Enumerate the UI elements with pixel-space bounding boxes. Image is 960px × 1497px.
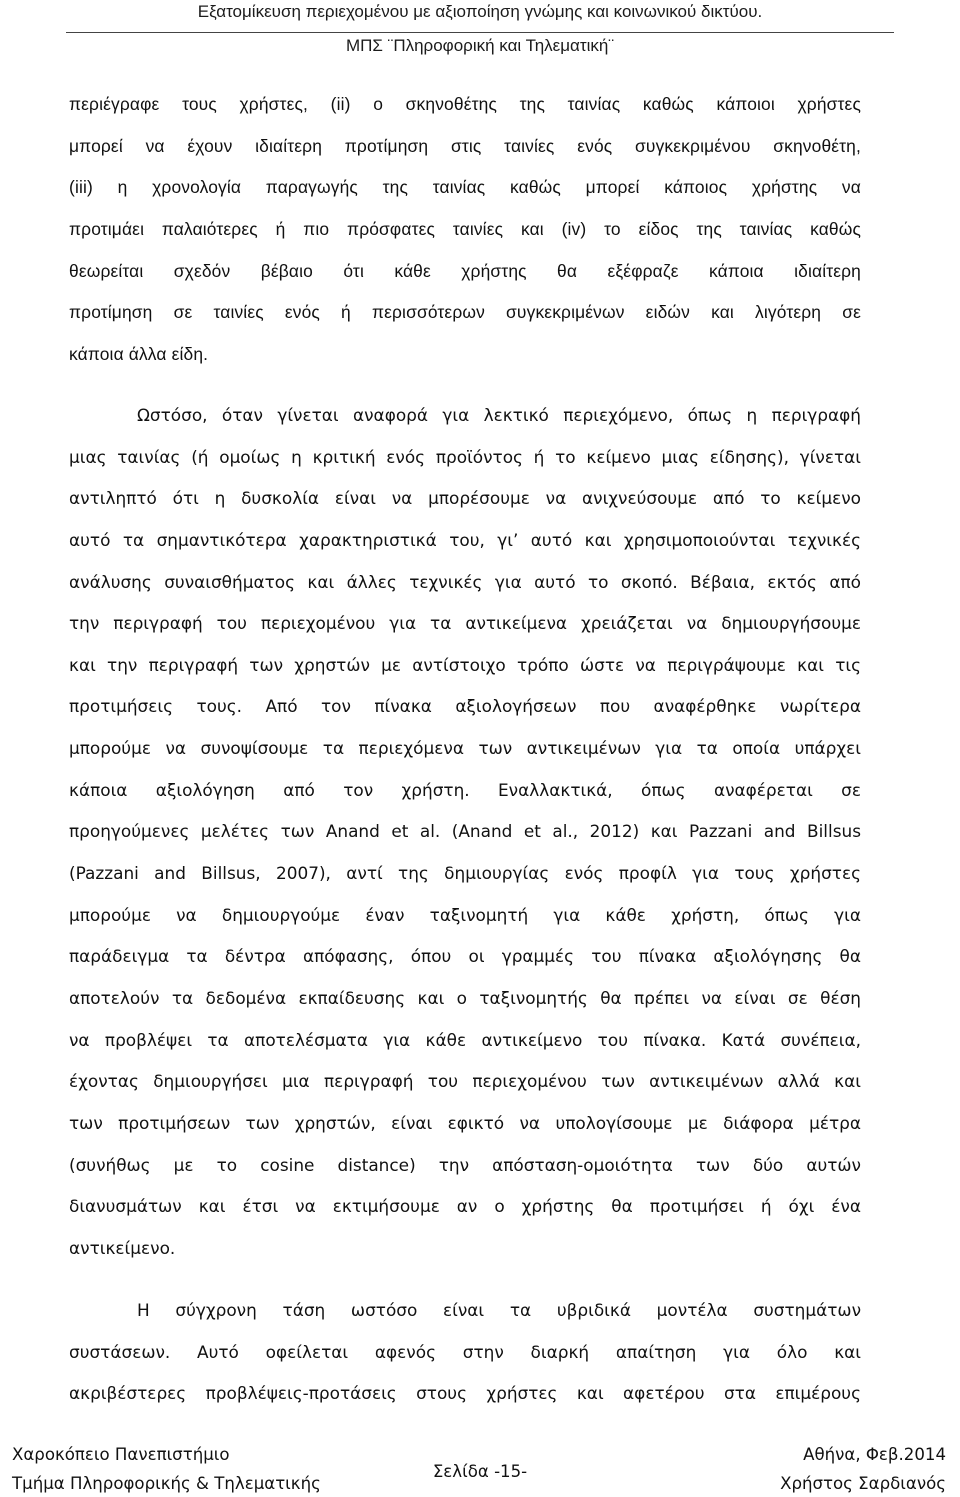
paragraph-line: προτίμηση σε ταινίες ενός ή περισσότερων συγκεκριμένων ειδών και λιγότερη σε [69, 302, 861, 323]
paragraph-line: αποτελούν τα δεδομένα εκπαίδευσης και ο ταξινομητής θα πρέπει να είναι σε θέση [69, 987, 861, 1008]
paragraph-line: παράδειγμα τα δέντρα απόφασης, όπου οι γραμμές του πίνακα αξιολόγησης θα [69, 946, 861, 967]
header-program: ΜΠΣ ¨Πληροφορική και Τηλεματική¨ [345, 36, 614, 55]
header-rule [66, 32, 894, 33]
paragraph-line: αντιληπτό ότι η δυσκολία είναι να μπορέσουμε να ανιχνεύσουμε από το κείμενο [69, 488, 861, 509]
paragraph-line: κάποια άλλα είδη. [69, 343, 209, 364]
footer-place-date: Αθήνα, Φεβ.2014 [803, 1445, 946, 1464]
paragraph-line: ανάλυσης συναισθήματος και άλλες τεχνικές για αυτό το σκοπό. Βέβαια, εκτός από [69, 571, 861, 592]
paragraph-line: αυτό τα σημαντικότερα χαρακτηριστικά του, γι’ αυτό και χρησιμοποιούνται τεχνικές [69, 529, 861, 550]
paragraph-line: μπορούμε να συνοψίσουμε τα περιεχόμενα των αντικειμένων για τα οποία υπάρχει [69, 738, 861, 759]
footer-page-number: Σελίδα -15- [432, 1462, 528, 1481]
paragraph-line: προτιμάει παλαιότερες ή πιο πρόσφατες ταινίες και (iv) το είδος της ταινίας καθώς [69, 218, 861, 239]
paragraph-line: (Pazzani and Billsus, 2007), αντί της δημιουργίας ενός προφίλ για τους χρήστες [69, 863, 861, 884]
paragraph-line: προηγούμενες μελέτες των Anand et al. (Anand et al., 2012) και Pazzani and Billsus [69, 821, 861, 842]
paragraph-line: να προβλέψει τα αποτελέσματα για κάθε αντικείμενο του πίνακα. Κατά συνέπεια, [69, 1029, 861, 1050]
paragraph-3 [69, 1290, 861, 1415]
paragraph-line: ακριβέστερες προβλέψεις-προτάσεις στους χρήστες και αφετέρου στα επιμέρους [69, 1383, 861, 1404]
paragraph-line: και την περιγραφή των χρηστών με αντίστοιχο τρόπο ώστε να περιγράψουμε και τις [69, 654, 861, 675]
paragraph-line: περιέγραφε τους χρήστες, (ii) ο σκηνοθέτης της ταινίας καθώς κάποιοι χρήστες [69, 94, 861, 114]
paragraph-line: την περιγραφή του περιεχομένου για τα αντικείμενα χρειάζεται να δημιουργήσουμε [69, 613, 861, 634]
footer-department: Τμήμα Πληροφορικής & Τηλεματικής [12, 1474, 321, 1493]
paragraph-line: μπορούμε να δημιουργούμε έναν ταξινομητή για κάθε χρήστη, όπως για [69, 904, 861, 925]
paragraph-line: (συνήθως με το cosine distance) την απόσταση-ομοιότητα των δύο αυτών [69, 1154, 861, 1175]
paragraph-line: (iii) η χρονολογία παραγωγής της ταινίας καθώς μπορεί κάποιος χρήστης να [69, 177, 861, 198]
paragraph-line: μπορεί να έχουν ιδιαίτερη προτίμηση στις ταινίες ενός συγκεκριμένου σκηνοθέτη, [69, 135, 861, 156]
paragraph-line: Ωστόσο, όταν γίνεται αναφορά για λεκτικό περιεχόμενο, όπως η περιγραφή [137, 405, 861, 425]
paragraph-line: των προτιμήσεων των χρηστών, είναι εφικτό να υπολογίσουμε με διάφορα μέτρα [69, 1112, 861, 1133]
footer-author: Χρήστος Σαρδιανός [780, 1474, 946, 1493]
paragraph-2 [69, 395, 861, 1269]
paragraph-line: Η σύγχρονη τάση ωστόσο είναι τα υβριδικά μοντέλα συστημάτων [137, 1300, 861, 1320]
paragraph-line: μιας ταινίας (ή ομοίως η κριτική ενός προϊόντος ή το κείμενο μιας είδησης), γίνεται [69, 446, 861, 467]
paragraph-line: διανυσμάτων και έτσι να εκτιμήσουμε αν ο χρήστης θα προτιμήσει ή όχι ένα [69, 1196, 861, 1217]
paragraph-line: έχοντας δημιουργήσει μια περιγραφή του περιεχομένου των αντικειμένων αλλά και [69, 1071, 861, 1092]
header-title: Εξατομίκευση περιεχομένου με αξιοποίηση γνώμης και κοινωνικού δικτύου. [197, 2, 763, 21]
paragraph-line: θεωρείται σχεδόν βέβαιο ότι κάθε χρήστης θα εξέφραζε κάποια ιδιαίτερη [69, 260, 861, 281]
paragraph-line: κάποια αξιολόγηση από τον χρήστη. Εναλλακτικά, όπως αναφέρεται σε [69, 779, 861, 800]
paragraph-line: προτιμήσεις τους. Από τον πίνακα αξιολογήσεων που αναφέρθηκε νωρίτερα [69, 696, 861, 717]
paragraph-line: συστάσεων. Αυτό οφείλεται αφενός στην διαρκή απαίτηση για όλο και [69, 1341, 861, 1362]
footer-university: Χαροκόπειο Πανεπιστήμιο [12, 1445, 230, 1464]
paragraph-1 [69, 84, 861, 375]
paragraph-line: αντικείμενο. [69, 1237, 176, 1258]
